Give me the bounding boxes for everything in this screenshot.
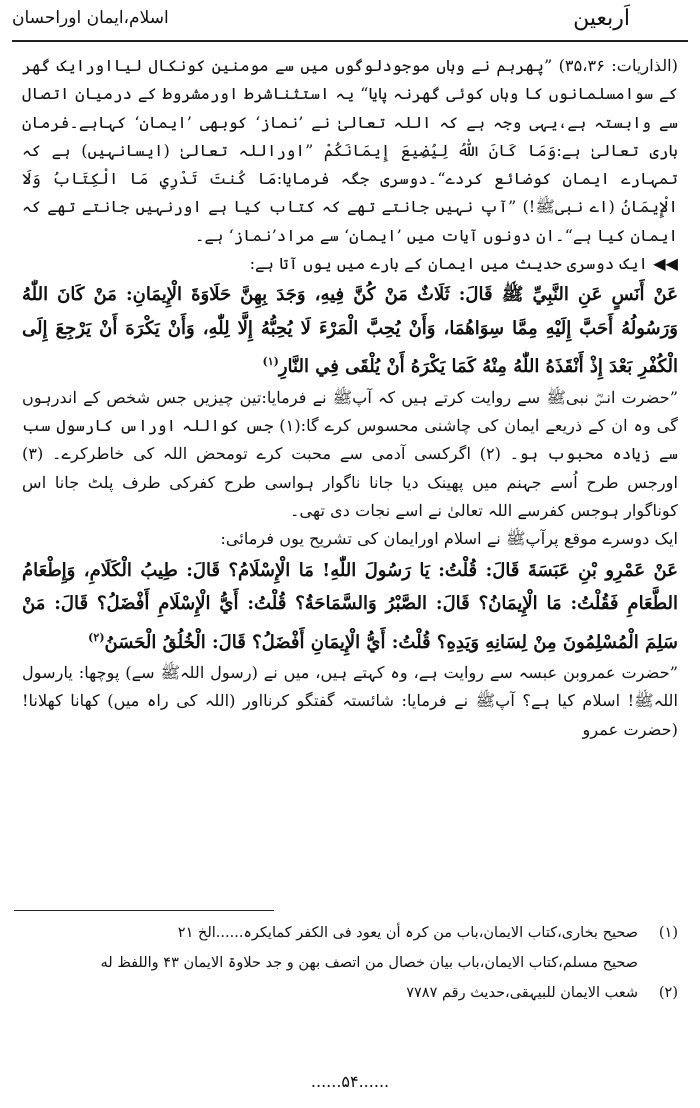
paragraph-hadith-intro-text: ◀◀ ایک دوسری حدیث میں ایمان کے بارے میں یوں آتا ہے: [249,254,678,274]
urdu-translation-anas: ”حضرت انسؓ نبیﷺ سے روایت کرتے ہیں کہ آپﷺ نے فرمایا:تین چیزیں جس شخص کے اندرہوں گی وہ ان کے ذریعے ایمان کی چاشنی محسوس کرے گا:(۱) جس کواللہ اوراس کارسول سب سے زیادہ محبوب ہو۔ (۲) اگرکسی آدمی سے محبت کرے تومحض اللہ کی خاطرکرے۔ (۳) اورجس طرح اُسے جہنم میں پھینک دیا جانا ناگوار ہواسی طرح کفرکی طرف پلٹ جانا اس کوناگوار ہوجس کفرسے اللہ تعالیٰ نے اسے نجات دی تھی۔ [22,387,679,521]
footnote-number [638,948,678,978]
footnote-number: (۲) [658,985,678,1001]
footnote-line [22,918,678,948]
main-text [22,52,678,744]
urdu-translation-amr: ”حضرت عمروبن عبسہ سے روایت ہے، وہ کہتے ہیں، میں نے (رسول اللہﷺ سے) پوچھا: یارسول اللہﷺ! اسلام کیا ہے؟ آپﷺ نے فرمایا: شائستہ گفتگو کرنااور (اللہ کی راہ میں) کھانا کھلانا! (حضرت عمرو [22,663,678,739]
page-number: ......۵۴...... [310,1072,390,1091]
footnote-number: (۱) [658,925,678,941]
footnote-divider [14,910,274,911]
footnote-text: صحیح مسلم،کتاب الایمان،باب بیان خصال من اتصف بھن و جد حلاوۃ الایمان ۴۳ واللفظ له [100,955,638,971]
footnote-ref-2: (۲) [88,630,105,644]
paragraph-hadith-intro [22,250,678,278]
footnote-text: شعب الایمان للبیہقی،حدیث رقم ۷۷۸۷ [406,985,638,1001]
footnote-line [22,978,678,1008]
paragraph-islam-iman-intro: ایک دوسرے موقع پرآپﷺ نے اسلام اورایمان کی تشریح یوں فرمائی: [220,529,678,549]
arabic-hadith-amr [22,554,678,660]
running-header [12,0,688,42]
book-title: اَربعین [573,6,630,31]
footnote-ref-1: (۱) [262,355,279,369]
footnote-line [22,948,678,978]
arabic-hadith-amr-text: عَنْ عَمْرِو بْنِ عَبَسَةَ قَالَ: قُلْتُ: يَا رَسُولَ اللّٰهِ! مَا الْإِسْلَامُ؟ قَالَ: طِيبُ الْكَلَامِ، وَإِطْعَامُ الطَّعَامِ فَقُلْتُ: مَا الْإِيمَانُ؟ قَالَ: الصَّبْرُ وَالسَّمَاحَةُ؟ قُلْتُ: أَيُّ الْإِسْلَامِ أَفْضَلُ؟ قَالَ: مَنْ سَلِمَ الْمُسْلِمُونَ مِنْ لِسَانِهِ وَيَدِهِ؟ قُلْتُ: أَيُّ الْإِيمَانِ أَفْضَلُ؟ قَالَ: الْخُلُقُ الْحَسَنُ [22,559,678,653]
paragraph-quran-ayat: (الذاریات: ۳۵،۳۶) ”پھرہم نے وہاں موجودلوگوں میں سے مومنین کونکال لیااورایک گھر کے سوامسلمانوں کا وہاں کوئی گھرنہ پایا“ یہ استثناشرط اورمشروط کے درمیان اتصال سے وابستہ ہے،یہی وجہ ہے کہ اللہ تعالیٰ نے ’نماز‘ کوبھی ’ایمان‘ کہاہے۔فرمان باری تعالیٰ ہے:وَمَا كَانَ اللّٰهُ لِيُضِيعَ إِيمَانَكُمْ ”اوراللہ تعالیٰ (ایسانہیں) ہے کہ تمہارے ایمان کوضائع کردے“۔دوسری جگہ فرمایا:مَا كُنتَ تَدْرِي مَا الْكِتَابُ وَلَا الْإِيمَانُ (اے نبیﷺ!) ”آپ نہیں جانتے تھے کہ کتاب کیا ہے اورنہیں جانتے تھے کہ ایمان کیا ہے“۔ان دونوں آیات میں ’ایمان‘ سے مراد’نماز‘ ہے۔ [22,56,678,245]
arabic-hadith-anas-text: عَنْ أَنَسٍ عَنِ النَّبِيِّ ﷺ قَالَ: ثَلَاثٌ مَنْ كُنَّ فِيهِ، وَجَدَ بِهِنَّ حَلَاوَةَ الْإِيمَانِ: مَنْ كَانَ اللّٰهُ وَرَسُولُهُ أَحَبَّ إِلَيْهِ مِمَّا سِوَاهُمَا، وَأَنْ يُحِبَّ الْمَرْءَ لَا يُحِبُّهُ إِلَّا لِلّٰهِ، وَأَنْ يَكْرَهَ أَنْ يَرْجِعَ إِلَى الْكُفْرِ بَعْدَ إِذْ أَنْقَذَهُ اللّٰهُ مِنْهُ كَمَا يَكْرَهُ أَنْ يُلْقَى فِي النَّارِ [22,284,678,378]
footnotes [22,918,678,1008]
arabic-hadith-anas [22,278,678,384]
footnote-text: صحیح بخاری،کتاب الایمان،باب من کرہ أن یعود فی الکفر کمایکرہ......الخ ۲۱ [177,925,638,941]
chapter-title: اسلام،ایمان اوراحسان [12,8,169,28]
